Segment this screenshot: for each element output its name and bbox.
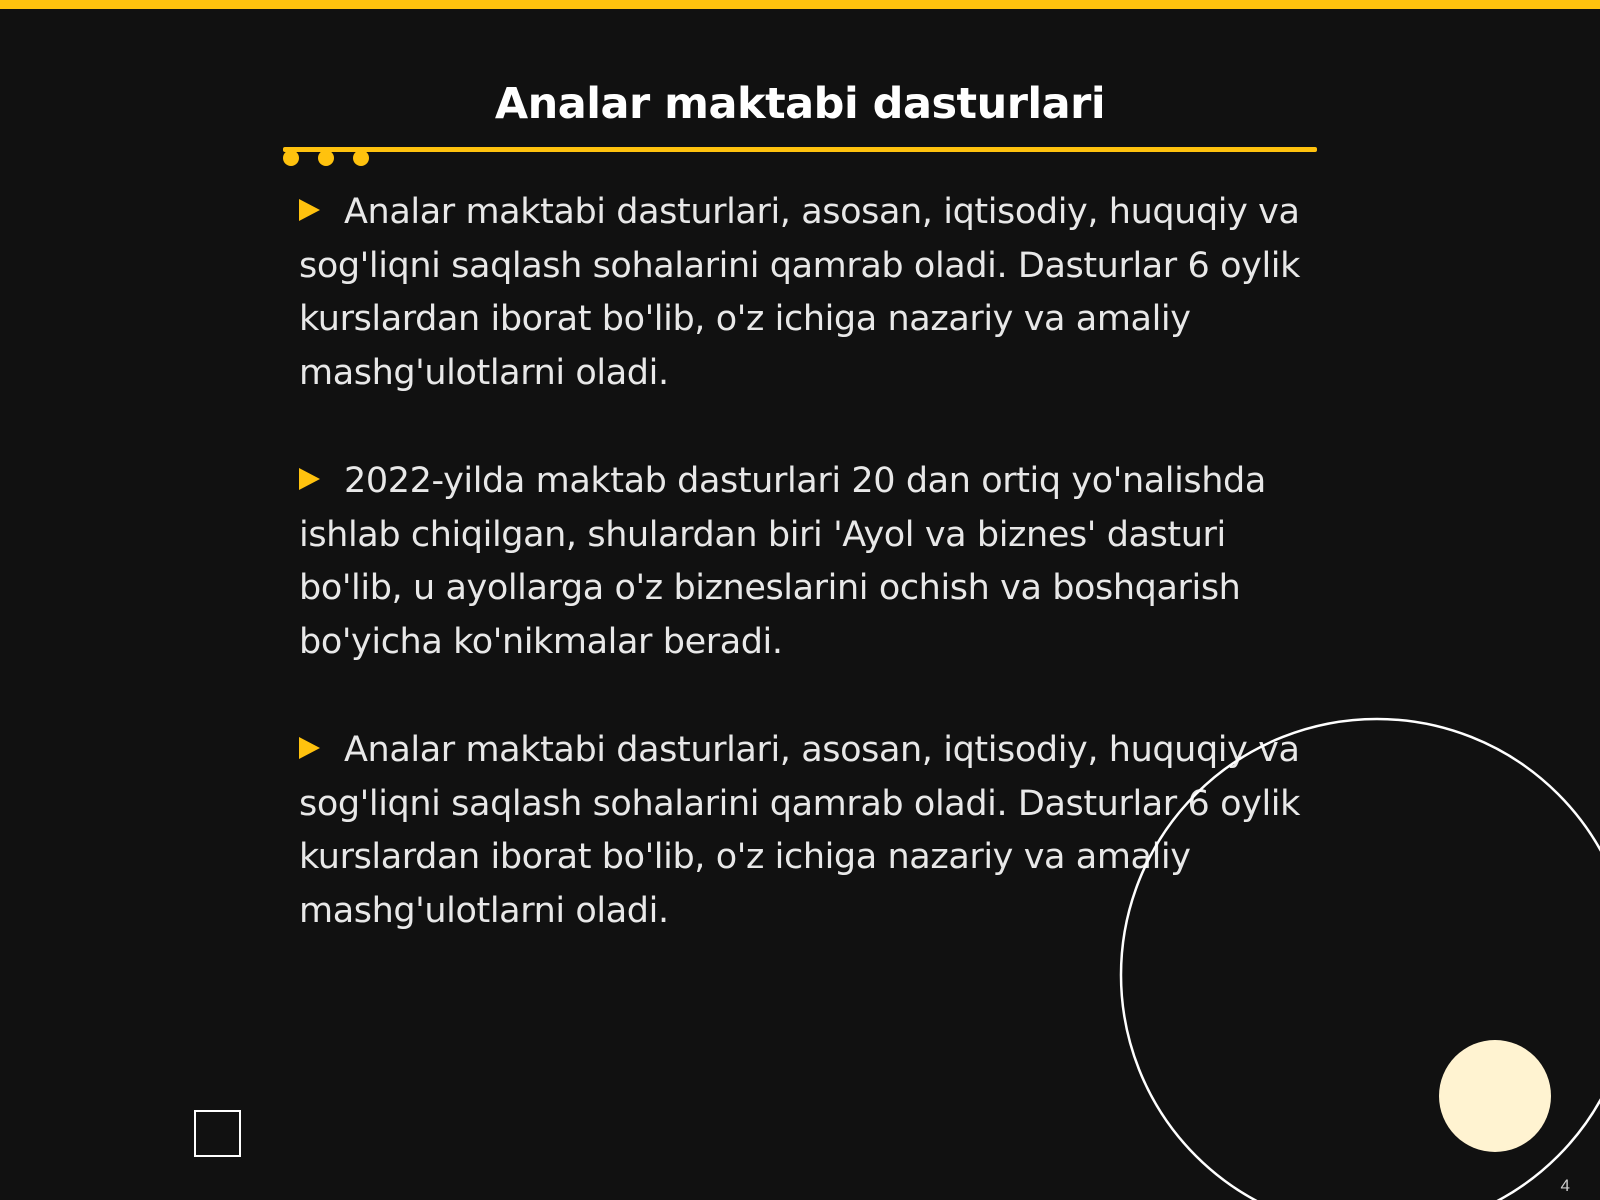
triangle-right-icon [299,737,320,759]
decor-dot [318,150,334,166]
triangle-right-icon [299,468,320,490]
bullet-text: Analar maktabi dasturlari, asosan, iqtisodiy, huquqiy va sog'liqni saqlash sohalarini qamrab oladi. Dasturlar 6 oylik kurslardan iborat bo'lib, o'z ichiga nazariy va amaliy mashg'ulotlarni oladi. [299,730,1300,931]
bullet-text: Analar maktabi dasturlari, asosan, iqtisodiy, huquqiy va sog'liqni saqlash sohalarini qamrab oladi. Dasturlar 6 oylik kurslardan iborat bo'lib, o'z ichiga nazariy va amaliy mashg'ulotlarni oladi. [299,192,1300,393]
decor-dot [353,150,369,166]
small-filled-circle [1439,1040,1551,1152]
bullet-item [299,724,1309,938]
bullet-item [299,186,1309,400]
decor-dot [283,150,299,166]
bullet-list [299,186,1309,993]
square-outline [194,1110,241,1157]
slide-number: 4 [1560,1176,1570,1195]
bullet-item [299,455,1309,669]
triangle-right-icon [299,199,320,221]
top-accent-bar [0,0,1600,9]
title-underline [283,147,1317,152]
bullet-text: 2022-yilda maktab dasturlari 20 dan ortiq yo'nalishda ishlab chiqilgan, shulardan biri 'Ayol va biznes' dasturi bo'lib, u ayollarga o'z bizneslarini ochish va boshqarish bo'yicha ko'nikmalar beradi. [299,461,1266,662]
slide-title: Analar maktabi dasturlari [494,79,1106,129]
